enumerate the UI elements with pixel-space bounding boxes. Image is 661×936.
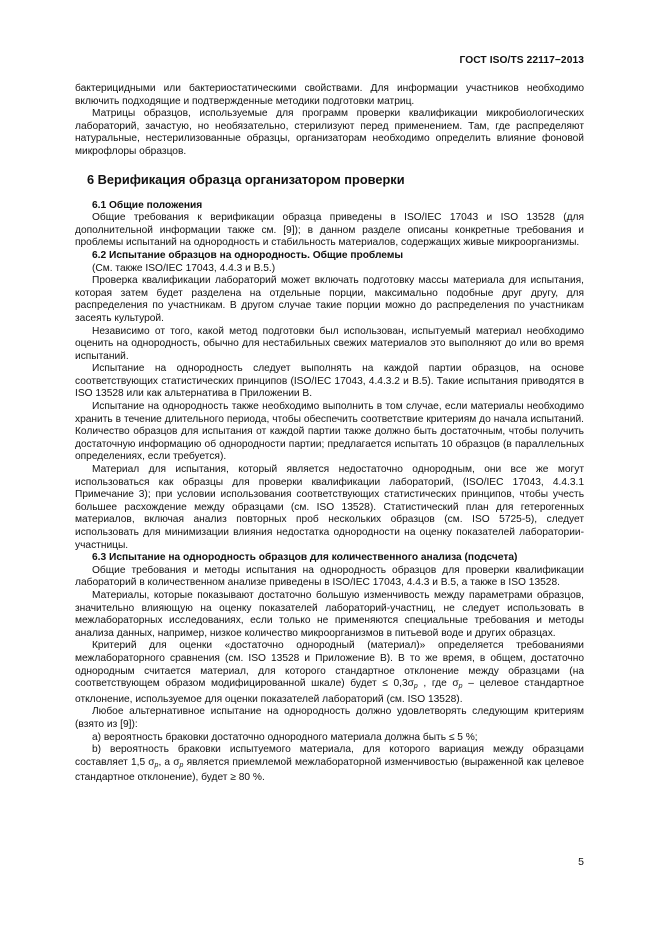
- text-run: b) вероятность браковки испытуемого материала, для которого вариация между образцами составляет 1,5 σ: [75, 744, 584, 768]
- section-6-2-title: 6.2 Испытание образцов на однородность. Общие проблемы: [92, 249, 404, 261]
- paragraph: Испытание на однородность следует выполнять на каждой партии образцов, на основе соответствующих статистических принципов (ISO/IEC 17043, 4.4.3.2 и В.5). Такие испытания приводятся в ISO 13528 или как альтернатива в Приложении В.: [75, 363, 584, 400]
- paragraph: Испытание на однородность также необходимо выполнить в том случае, если материалы необходимо хранить в течение длительного периода, чтобы обеспечить соответствие критериям до начала испытаний. Количество образцов для испытания от каждой партии также должно быть достаточным, чтобы получить достаточную информацию об однородности партии; предлагается испытать 10 образцов (в параллельных определениях, если требуется).: [75, 401, 584, 463]
- paragraph: Проверка квалификации лабораторий может включать подготовку массы материала для испытания, которая затем будет разделена на отдельные порции, максимально подобные друг другу, для распределения по участникам. В другом случае такие порции можно до распределения по участникам засеять культурой.: [75, 275, 584, 324]
- text-run: Критерий для оценки «достаточно однородный (материал)» определяется требованиями межлабораторного сравнения (см. ISO 13528 и Приложение В). В то же время, в общем, достаточно однородным считается материал, для которого стандартное отклонение между образцами (на соответствующем образом модифицированной шкале) будет ≤ 0,3σ: [75, 640, 584, 690]
- subscript: p: [413, 683, 418, 691]
- section-6-3-title: 6.3 Испытание на однородность образцов для количественного анализа (подсчета): [92, 552, 518, 564]
- list-item-b: [75, 744, 584, 785]
- subscript: p: [154, 761, 159, 769]
- paragraph-criterion: [75, 640, 584, 706]
- document-header: ГОСТ ISO/TS 22117−2013: [459, 55, 584, 66]
- paragraph: Матрицы образцов, используемые для программ проверки квалификации микробиологических лабораторий, зачастую, но необязательно, стерилизуют перед применением. Там, где распределяют натуральные, нестерилизованные образцы, организаторам необходимо определить влияние фоновой микрофлоры образцов.: [75, 108, 584, 157]
- paragraph: бактерицидными или бактериостатическими свойствами. Для информации участников необходимо включить подходящие и подтвержденные методики подготовки матриц.: [75, 83, 584, 107]
- paragraph: Материалы, которые показывают достаточно большую изменчивость между параметрами образцов, значительно влияющую на оценку показателей лабораторий-участниц, не следует использовать в межлабораторных исследованиях, если только не применяются специальные требования и методы анализа данных, например, низкое количество микроорганизмов в питьевой воде и других образцах.: [75, 589, 584, 639]
- text-run: , а σ: [158, 756, 180, 768]
- paragraph: Общие требования к верификации образца приведены в ISO/IEC 17043 и ISO 13528 (для дополнительной информации также см. [9]); в данном разделе описаны конкретные требования и проблемы испытаний на однородность и стабильность материалов, содержащих живые микроорганизмы.: [75, 212, 584, 249]
- paragraph: Материал для испытания, который является недостаточно однородным, они все же могут использоваться как образцы для проверки квалификации лабораторий, (ISO/IEC 17043, 4.4.3.1 Примечание 3); при условии использования соответствующих статистических принципов, чтобы учесть большее расхождение между образцами (см. ISO 13528). Статистический план для гетерогенных материалов, включая анализ повторных проб нескольких образцов (см. ISO 5725-5), следует использовать для минимизации влияния недостатка однородности на оценку показателей лаборатории-участницы.: [75, 464, 584, 551]
- text-run: – целевое стандартное отклонение, используемое для оценки показателей лабораторий (см. ISO 13528).: [75, 678, 585, 705]
- list-item-a: a) вероятность браковки достаточно однородного материала должна быть ≤ 5 %;: [92, 731, 478, 743]
- text-run: является приемлемой межлабораторной изменчивостью (выраженной как целевое стандартное отклонение), будет ≥ 80 %.: [75, 756, 584, 784]
- text-run: , где σ: [417, 678, 459, 690]
- subscript: p: [458, 683, 463, 691]
- paragraph: Независимо от того, какой метод подготовки был использован, испытуемый материал необходимо оценить на однородность, обычно для нестабильных свежих материалов это выполняют до или во время испытаний.: [75, 325, 584, 362]
- section-6-title: 6 Верификация образца организатором проверки: [87, 171, 405, 187]
- page-number: 5: [578, 856, 584, 868]
- paragraph: Любое альтернативное испытание на однородность должно удовлетворять следующим критериям (взято из [9]):: [75, 706, 584, 730]
- section-6-1-title: 6.1 Общие положения: [92, 199, 203, 211]
- reference-note: (См. также ISO/IEC 17043, 4.4.3 и B.5.): [92, 262, 276, 274]
- document-body: [75, 83, 584, 785]
- subscript: p: [179, 761, 184, 769]
- paragraph: Общие требования и методы испытания на однородность образцов для проверки квалификации лабораторий в количественном анализе приведены в ISO/IEC 17043, 4.4.3 и В.5, а также в ISO 13528.: [75, 564, 584, 589]
